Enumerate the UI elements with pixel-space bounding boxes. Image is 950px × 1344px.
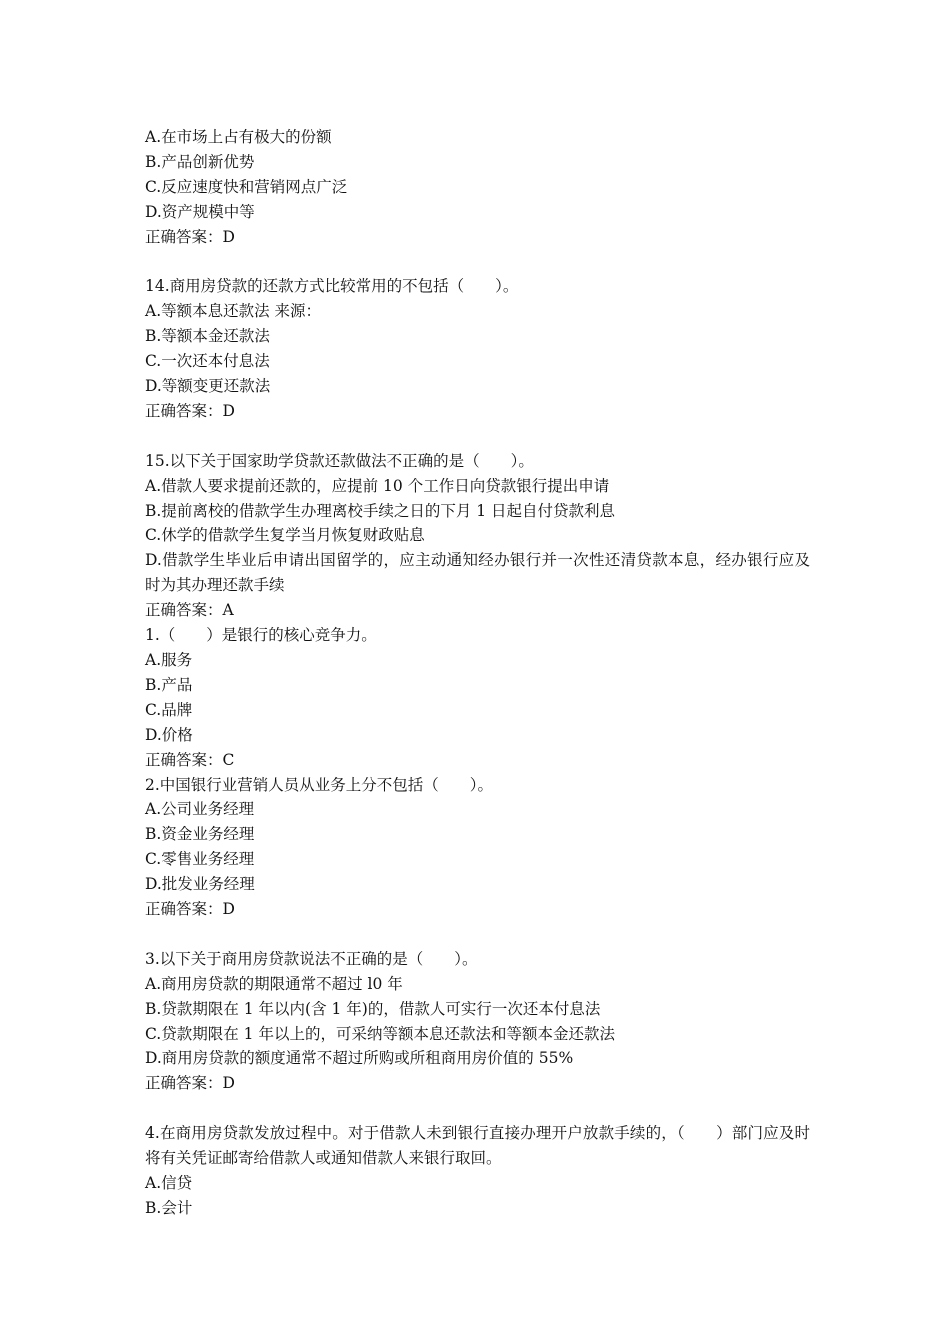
option-line: D.等额变更还款法: [145, 377, 271, 396]
option-line: B.资金业务经理: [145, 825, 255, 844]
question-line: 1.（ ）是银行的核心竞争力。: [145, 626, 377, 645]
option-line: B.会计: [145, 1198, 193, 1217]
paragraph-gap: [145, 922, 810, 947]
question-block: [145, 125, 810, 250]
option-line: D.批发业务经理: [145, 875, 255, 894]
option-line: A.等额本息还款法 来源：: [145, 302, 322, 321]
paragraph-gap: [145, 250, 810, 275]
question-line: 15.以下关于国家助学贷款还款做法不正确的是（ ）。: [145, 451, 534, 470]
paragraph-gap: [145, 1096, 810, 1121]
option-line: C.品牌: [145, 700, 193, 719]
option-line: B.产品创新优势: [145, 152, 255, 171]
question-line: 3.以下关于商用房贷款说法不正确的是（ ）。: [145, 949, 478, 968]
answer-line: 正确答案：D: [145, 1074, 235, 1093]
question-line: 14.商用房贷款的还款方式比较常用的不包括（ ）。: [145, 277, 519, 296]
option-line: A.服务: [145, 651, 193, 669]
option-line: B.等额本金还款法: [145, 327, 270, 346]
question-block: [145, 1121, 810, 1221]
option-line: C.贷款期限在 1 年以上的，可采纳等额本息还款法和等额本金还款法: [145, 1024, 615, 1043]
option-line: A.信贷: [145, 1174, 193, 1192]
paragraph-gap: [145, 424, 810, 449]
option-line: A.借款人要求提前还款的，应提前 10 个工作日向贷款银行提出申请: [145, 476, 610, 495]
option-line: B.产品: [145, 675, 193, 694]
question-line: 4.在商用房贷款发放过程中。对于借款人未到银行直接办理开户放款手续的，（ ）部门应及时将有关凭证邮寄给借款人或通知借款人来银行取回。: [145, 1124, 810, 1168]
option-line: D.借款学生毕业后申请出国留学的，应主动通知经办银行并一次性还清贷款本息，经办银行应及时为其办理还款手续: [145, 551, 810, 595]
option-line: D.商用房贷款的额度通常不超过所购或所租商用房价值的 55%: [145, 1049, 574, 1068]
answer-line: 正确答案：D: [145, 227, 235, 246]
question-block: [145, 947, 810, 1096]
answer-line: 正确答案：C: [145, 750, 235, 769]
option-line: D.价格: [145, 725, 193, 744]
question-block: [145, 449, 810, 922]
question-line: 2.中国银行业营销人员从业务上分不包括（ ）。: [145, 775, 494, 794]
option-line: A.商用房贷款的期限通常不超过 l0 年: [145, 974, 403, 993]
document-body: [145, 125, 810, 1221]
option-line: D.资产规模中等: [145, 202, 255, 221]
answer-line: 正确答案：D: [145, 900, 235, 919]
option-line: A.公司业务经理: [145, 800, 255, 819]
option-line: C.一次还本付息法: [145, 352, 270, 371]
question-block: [145, 274, 810, 423]
option-line: B.提前离校的借款学生办理离校手续之日的下月 1 日起自付贷款利息: [145, 501, 616, 520]
answer-line: 正确答案：A: [145, 601, 234, 620]
answer-line: 正确答案：D: [145, 401, 235, 420]
option-line: A.在市场上占有极大的份额: [145, 128, 332, 146]
option-line: C.反应速度快和营销网点广泛: [145, 177, 348, 196]
option-line: C.休学的借款学生复学当月恢复财政贴息: [145, 526, 425, 545]
option-line: B.贷款期限在 1 年以内(含 1 年)的，借款人可实行一次还本付息法: [145, 999, 601, 1018]
option-line: C.零售业务经理: [145, 850, 255, 869]
